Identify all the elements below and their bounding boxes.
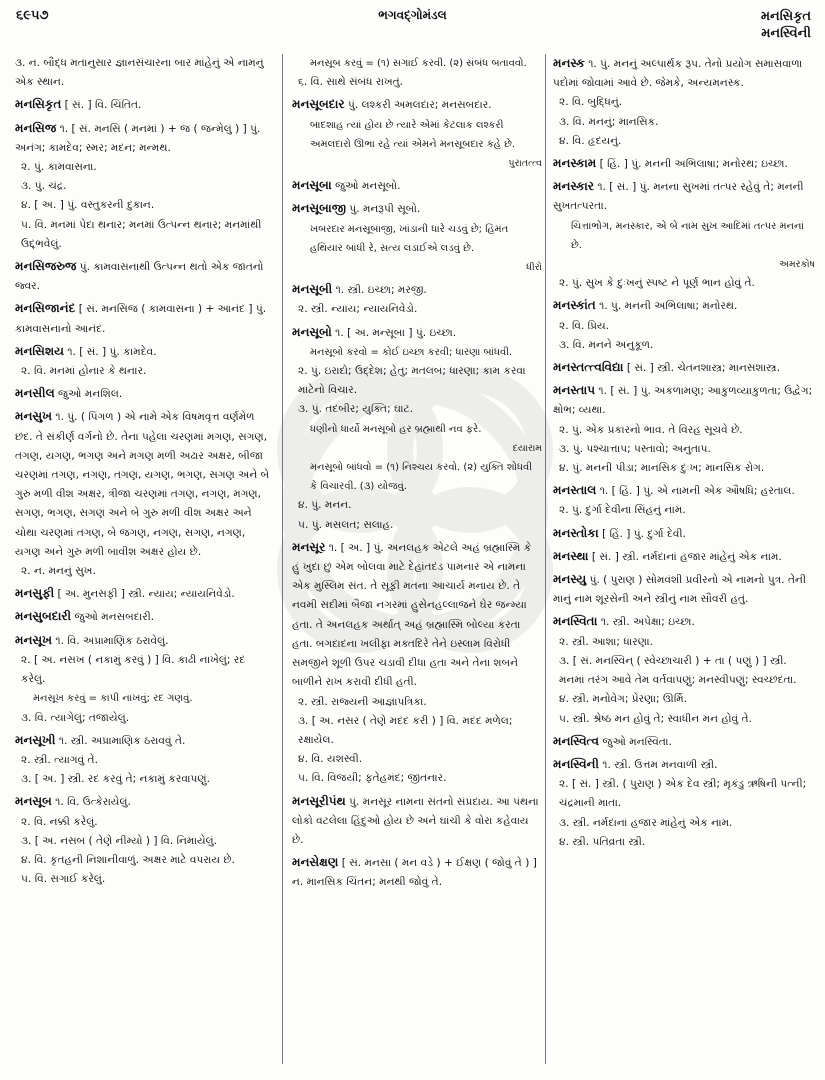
citation-source: અમરકોષ bbox=[778, 259, 815, 271]
definition-text: [ સં. ] સ્ત્રી. નર્મદાનાં હજાર માંહેનું એક નામ. bbox=[591, 550, 782, 563]
definition-text: ૨. પું. ઇરાદો; ઉદ્દેશ; હેતુ; મતલબ; ધારણા; કામ કરવા માટેનો વિચાર. bbox=[298, 365, 526, 397]
definition-text: ૪. પું. મનની પીડા; માનસિક દુઃખ; માનસિક રોગ. bbox=[559, 462, 765, 475]
definition-text: ૧. સ્ત્રી. અપ્રામાણિક ઠરાવવું તે. bbox=[58, 734, 186, 747]
guide-word-last: મનસ્વિની bbox=[761, 26, 811, 41]
definition-text: ૪. [ અ. ] પું. વસ્તુકરની દુકાન. bbox=[21, 199, 155, 212]
dictionary-entry bbox=[553, 547, 815, 567]
definition-text: ૨. [ સં. ] સ્ત્રી. ( પુરાણ ) એક દેવ સ્ત્રી; મૃકંડુ ઋષિની પત્ની; ચંદ્રમાની માતા. bbox=[559, 778, 807, 810]
definition-text: ૩. [ સં. મનસ્વિન્ ( સ્વેચ્છાચારી ) + તા ( પણું ) ] સ્ત્રી. મનમાં તરંગ આવે તેમ વર્તવાપણું; મનસ્વીપણું; સ્વચ્છંદતા. bbox=[559, 654, 797, 687]
guide-word-first: મનસિકૃત bbox=[760, 9, 811, 24]
dictionary-entry bbox=[292, 280, 542, 319]
definition-text: [ સં. મનસિજ ( કામવાસના ) + આનંદ ] પું. કામવાસનાનો આનંદ. bbox=[15, 303, 267, 335]
dictionary-entry bbox=[15, 631, 272, 728]
definition-text: ૩. પું. ચંદ્ર. bbox=[21, 180, 67, 193]
usage-example: ખબરદાર મનસૂબાજી, ખાંડાની ધારે ચડવું છે; હિંમત હથિયાર બાંધી રે, સત્ય લડાઈએ લડવું છે. bbox=[310, 223, 509, 254]
definition-text: ૩. વિ. ત્યાગેલું; તજાયેલું. bbox=[21, 711, 130, 724]
headword: મનસ્વિની bbox=[553, 756, 599, 771]
headword: મનસિશય bbox=[15, 343, 64, 358]
headword: મનસિજ bbox=[15, 120, 57, 135]
definition-text: જુઓ મનસૂબો. bbox=[335, 180, 401, 193]
definition-text: ૧. [ અ. ] પું. અનલહક એટલે અહં બ્રહ્માસ્મિ કે હું ખુદા છું એમ બોલવા માટે દેહાંતદંડ પામનાર એ નામના એક મુસ્લિમ સંત. તે સૂફી મતના આચાર્ય મનાય છે. તે નવમી સદીમાં બૈજા નગરમાં હુસેનહલ્લાજને ઘેર જન્મ્યા હતા. તે અનલહક અર્થાત્ અહં બ્રહ્માસ્મિ બોલ્યા કરતા હતા. બગદાદના ખલીફા મક્તદિરે તેને ઇસ્લામ વિરોધી સમજીને શૂળી ઉપર ચડાવી દીધા હતા અને તેના શબને બાળીને રાખ કરાવી દીધી હતી. bbox=[292, 541, 532, 689]
page-header bbox=[0, 0, 825, 52]
definition-text: [ સં. મનસા ( મન વડે ) + ઈક્ષણ ( જોવું તે ) ] ન. માનસિક ચિંતન; મનથી જોવું તે. bbox=[292, 857, 537, 889]
definition-text: ૧. પું. ( પિંગળ ) એ નામે એક વિષમવૃત્ત વર્ણમેળ છંદ. તે સંકીર્ણ વર્ગનો છે. તેના પહેલા ચરણમાં મગણ, સગણ, તગણ, યગણ, ભગણ અને મગણ મળી અઢાર અક્ષર, બીજા ચરણમાં તગણ, નગણ, તગણ, યગણ, ભગણ, સગણ અને બે ગુરુ મળી વીશ અક્ષર, ત્રીજા ચરણમાં તગણ, નગણ, મગણ, સગણ, ભગણ, સગણ અને બે ગુરુ મળી વીશ અક્ષર અને ચોથા ચરણમાં તગણ, બે જગણ, નગણ, સગણ, નગણ, યગણ અને ગુરુ મળી બાવીશ અક્ષર હોય છે. bbox=[15, 411, 270, 558]
definition-text: ૧. સ્ત્રી. ઉત્તમ મનવાળી સ્ત્રી. bbox=[602, 758, 718, 771]
headword: મનસ્કામ bbox=[553, 156, 597, 171]
definition-text: ૪. વિ. કૃતહની નિશાનીવાળું. અક્ષર માટે વપરાય છે. bbox=[21, 853, 235, 866]
definition-text: ૪. વિ. હૃદયનું. bbox=[559, 134, 622, 147]
definition-text: પું. લશ્કરી અમલદાર; મનસબદાર. bbox=[348, 99, 492, 112]
definition-text: ૨. સ્ત્રી. ન્યાય; ન્યાયનિવેડો. bbox=[298, 303, 418, 316]
definition-text: ૧. [ સં. ] પું. કામદેવ. bbox=[67, 345, 157, 358]
definition-text: ૬. વિ. સાથે સંબંધ રાખતું. bbox=[298, 76, 404, 89]
definition-text: ૩. વિ. મનનું; માનસિક. bbox=[559, 115, 659, 128]
headword: મનસિજરુજ bbox=[15, 259, 77, 274]
definition-text: પું. મનસૂર નામના સંતનો સંપ્રદાય. આ પંથના લોકો વટલેલા હિંદુઓ હોય છે અને ઘાંચી કે વોરા કહેવાય છે. bbox=[292, 795, 539, 846]
headword: મનસ્વિતા bbox=[553, 614, 598, 629]
definition-text: ૨. પું. સુખ કે દુઃખનું સ્પષ્ટ ને પૂર્ણ ભાન હોવું તે. bbox=[559, 277, 755, 290]
page-number: ૬૯૫૭ bbox=[16, 8, 49, 23]
headword: મનસૂર bbox=[292, 539, 326, 554]
dictionary-entry bbox=[15, 54, 272, 92]
dictionary-entry bbox=[15, 299, 272, 338]
definition-text: ૩. ન. બૌદ્ધ મતાનુસાર જ્ઞાનસંચારના બાર માંહેનું એ નામનું એક સ્થાન. bbox=[15, 57, 264, 89]
definition-text: ૧. [ હિં. ] પું. એ નામની એક ઔષધિ; હરતાલ. bbox=[599, 485, 795, 498]
definition-text: ૪. પું. મનન. bbox=[298, 499, 352, 512]
definition-text: ૧. પું. મનનું અલ્પાર્થક રૂપ. તેનો પ્રયોગ સમાસવાળા પદોમાં જોવામાં આવે છે. જેમકે, અન્યમનસ્ક. bbox=[553, 58, 803, 90]
definition-text: ૩. પું. પશ્ચાત્તાપ; પસ્તાવો; અનુતાપ. bbox=[559, 442, 711, 455]
citation-source: દયારામ bbox=[512, 442, 542, 454]
dictionary-entry bbox=[553, 358, 815, 378]
headword: મનસૂખી bbox=[15, 732, 56, 747]
dictionary-entry bbox=[15, 584, 272, 604]
dictionary-entry bbox=[553, 481, 815, 520]
headword: મનસૂરીપંથ bbox=[292, 793, 346, 808]
dictionary-entry bbox=[553, 570, 815, 609]
definition-text: ૨. વિ. મનમાં હોનાર કે થનાર. bbox=[21, 365, 147, 378]
definition-text: ૧. સ્ત્રી. અપેક્ષા; ઇચ્છા. bbox=[600, 616, 695, 629]
column-right bbox=[553, 54, 815, 855]
definition-text: ૨. પું. એક પ્રકારનો ભાવ. તે વિરહ સૂચવે છે. bbox=[559, 423, 743, 436]
definition-text: ૩. [ અ. ] સ્ત્રી. રદ કરવું તે; નકામું કરવાપણું. bbox=[21, 773, 210, 786]
definition-text: ૩. સ્ત્રી. નર્મદાનાં હજાર માંહેનું એક નામ. bbox=[559, 816, 733, 829]
dictionary-entry bbox=[15, 384, 272, 404]
definition-text: ૩. [ અ. નસબ ( તેણે નીમ્યો ) ] વિ. નિમાયેલું. bbox=[21, 834, 217, 847]
definition-text: ૫. સ્ત્રી. શ્રેષ્ઠ મન હોવું તે; સ્વાધીન મન હોવું તે. bbox=[559, 712, 752, 725]
headword: મનસ્તોકા bbox=[553, 525, 599, 540]
headword: મનસ્વિત્વ bbox=[553, 733, 600, 748]
dictionary-entry bbox=[553, 154, 815, 174]
usage-example: ચિત્તાભોગ, મનસ્કાર, એ બે નામ સુખ આદિમાં તત્પર મનનાં છે. bbox=[571, 220, 804, 251]
definition-text: ૧. [ સં. મનસિ ( મનમાં ) + જ ( જન્મેલું ) ] પું. અનંગ; કામદેવ; સ્મર; મદન; મન્મથ. bbox=[15, 122, 261, 154]
dictionary-entry bbox=[15, 342, 272, 381]
dictionary-entry bbox=[292, 792, 542, 851]
column-divider bbox=[545, 54, 546, 1064]
definition-text: પું. કામવાસનાથી ઉત્પન્ન થતો એક જાતનો જ્વર. bbox=[15, 261, 264, 293]
headword: મનસ્તત્ત્વવિદ્યા bbox=[553, 360, 624, 375]
definition-text: પું. મનરૂપી સૂબો. bbox=[349, 203, 421, 216]
usage-example: બાદશાહ ત્યાં હોય છે ત્યારે એમાં કેટલાક લશ્કરી અમલદારો ઊભા રહે ત્યાં એમને મનસૂબદાર કહે છે. bbox=[310, 119, 516, 150]
headword: મનસ્તાપ bbox=[553, 383, 596, 398]
headword: મનસ્ક bbox=[553, 56, 585, 70]
definition-text: [ હિં. ] પું. દુર્ગા દેવી. bbox=[602, 527, 686, 540]
headword: મનસ્યુ bbox=[553, 572, 587, 587]
definition-text: ૧. વિ. અપ્રામાણિક ઠરાવેલું. bbox=[55, 634, 169, 647]
definition-text: ૪. વિ. યશસ્વી. bbox=[298, 753, 363, 766]
usage-example: મનસૂબો બાંધવો = (૧) નિશ્ચય કરવો. (૨) યુક્તિ શોધવી કે વિચારવી. (૩) યોજવું. bbox=[310, 462, 533, 493]
dictionary-entry bbox=[553, 755, 815, 852]
dictionary-entry bbox=[292, 176, 542, 196]
dictionary-entry bbox=[15, 407, 272, 581]
dictionary-entry bbox=[553, 524, 815, 544]
definition-text: ૩. [ અ. નસર ( તેણે મદદ કરી ) ] વિ. મદદ મળેલ; રક્ષાયેલ. bbox=[298, 714, 513, 746]
headword: મનસીલ bbox=[15, 386, 55, 401]
headword: મનસૂબી bbox=[292, 282, 333, 297]
headword: મનસિકૃત bbox=[15, 97, 62, 112]
definition-text: ૨. સ્ત્રી. રાજ્યની આજ્ઞાપત્રિકા. bbox=[298, 695, 427, 708]
dictionary-entry bbox=[292, 323, 542, 535]
column-middle bbox=[292, 54, 542, 896]
headword: મનસુબદારી bbox=[15, 609, 72, 624]
running-title: ભગવદ્ગોમંડલ bbox=[378, 8, 447, 22]
headword: મનસૂબો bbox=[292, 324, 332, 339]
dictionary-entry bbox=[292, 54, 542, 92]
citation-source: પુરાતત્ત્વ bbox=[508, 158, 542, 170]
headword: મનસૂબાજી bbox=[292, 201, 346, 216]
dictionary-entry bbox=[292, 95, 542, 173]
headword: મનસેક્ષણ bbox=[292, 855, 339, 870]
definition-text: ૫. પું. મસલત; સલાહ. bbox=[298, 518, 394, 531]
headword: મનસૂખ bbox=[15, 632, 52, 647]
definition-text: [ હિં. ] પું. મનની અભિલાષા; મનોરથ; ઇચ્છા. bbox=[599, 158, 788, 171]
definition-text: ૨. સ્ત્રી. આશા; ધારણા. bbox=[559, 635, 653, 648]
definition-text: ૧. [ અ. મન્સૂબા ] પું. ઇચ્છા. bbox=[335, 326, 457, 339]
definition-text: ૧. સ્ત્રી. ઇચ્છા; મરજી. bbox=[335, 284, 427, 297]
definition-text: ૨. ન. મનનું સુખ. bbox=[21, 565, 96, 578]
headword: મનસ્થા bbox=[553, 548, 589, 563]
dictionary-entry bbox=[15, 731, 272, 790]
headword: મનસુખ bbox=[15, 409, 52, 424]
dictionary-entry bbox=[15, 95, 272, 115]
definition-text: પું. ( પુરાણ ) સોમવંશી પ્રવીરનો એ નામનો પુત્ર. તેની માનું નામ શૂરસેની અને સ્ત્રીનું નામ સૌવરી હતું. bbox=[553, 574, 806, 606]
definition-text: જુઓ મનસબદારી. bbox=[74, 611, 155, 624]
citation-source: ધીરો bbox=[526, 262, 542, 274]
headword: મનસૂબદાર bbox=[292, 97, 345, 112]
definition-text: જુઓ મનસ્વિતા. bbox=[602, 735, 672, 748]
usage-example: મનસૂબો કરવો = કોઈ ઇચ્છા કરવી; ધારણા બાંધવી. bbox=[310, 346, 513, 358]
dictionary-entry bbox=[553, 381, 815, 478]
dictionary-entry bbox=[15, 792, 272, 889]
usage-example: મનસૂબ કરવું = (૧) સગાઈ કરવી. (૨) સંબંધ બતાવવો. bbox=[310, 58, 527, 69]
dictionary-entry bbox=[15, 119, 272, 254]
definition-text: ૨. વિ. બુદ્ધિનું. bbox=[559, 96, 623, 109]
usage-example: ધણીનો ધાર્યો મનસૂબો હર બ્રહ્માથી નવ ફરે. bbox=[310, 423, 482, 435]
definition-text: ૫. વિ. મનમાં પેદા થનાર; મનમાં ઉત્પન્ન થનાર; મનમાંથી ઉદ્દ્ભવેલું. bbox=[21, 218, 262, 250]
definition-text: ૨. પું. કામવાસના. bbox=[21, 161, 97, 174]
definition-text: ૫. વિ. સગાઈ કરેલું. bbox=[21, 873, 106, 886]
definition-text: ૩. વિ. મનને અનુકૂળ. bbox=[559, 338, 654, 351]
definition-text: ૩. પું. તદબીર; યુક્તિ; ઘાટ. bbox=[298, 403, 414, 416]
definition-text: ૨. સ્ત્રી. ત્યાગવું તે. bbox=[21, 753, 98, 766]
headword: મનસ્કાર bbox=[553, 179, 594, 194]
definition-text: ૧. વિ. ઉત્કેરાયેલું. bbox=[55, 796, 131, 809]
definition-text: ૧. [ સં. ] પું. અકળામણ; આકુળવ્યાકુળતા; ઉદ્વેગ; ક્ષોભ; વ્યથા. bbox=[553, 385, 813, 417]
definition-text: ૫. વિ. વિજયી; ફતેહમંદ; જીતનાર. bbox=[298, 772, 447, 785]
column-left bbox=[15, 54, 272, 892]
headword: મનસ્કાંત bbox=[553, 298, 596, 313]
definition-text: જુઓ મનશિલ. bbox=[58, 388, 123, 401]
headword: મનસૂબ bbox=[15, 794, 52, 809]
definition-text: [ સં. ] સ્ત્રી. ચેતનશાસ્ત્ર; માનસશાસ્ત્ર. bbox=[626, 362, 780, 375]
dictionary-entry bbox=[553, 54, 815, 151]
definition-text: ૨. પું. દુર્ગા દેવીના સિંહનું નામ. bbox=[559, 504, 686, 517]
definition-text: ૪. સ્ત્રી. પતિવ્રતા સ્ત્રી. bbox=[559, 835, 646, 848]
headword: મનસ્તાલ bbox=[553, 483, 597, 498]
dictionary-entry bbox=[553, 296, 815, 355]
headword: મનસૂબા bbox=[292, 178, 332, 193]
definition-text: [ સં. ] વિ. ચિંતિત. bbox=[64, 99, 142, 112]
dictionary-entry bbox=[292, 199, 542, 277]
dictionary-entry bbox=[553, 612, 815, 728]
dictionary-entry bbox=[292, 538, 542, 789]
definition-text: ૧. પું. મનની અભિલાષા; મનોરથ. bbox=[599, 300, 738, 313]
dictionary-entry bbox=[15, 257, 272, 296]
usage-example: મનસૂખ કરવું = કાપી નાખવું; રદ ગણવું. bbox=[33, 693, 193, 705]
headword: મનસુફી bbox=[15, 586, 55, 601]
dictionary-entry bbox=[553, 177, 815, 293]
guide-words bbox=[761, 8, 811, 42]
column-divider bbox=[282, 54, 283, 1064]
dictionary-entry bbox=[553, 732, 815, 752]
definition-text: ૨. વિ. નક્કી કરેલું. bbox=[21, 815, 98, 828]
dictionary-entry bbox=[292, 853, 542, 892]
definition-text: ૨. [ અ. નસખ ( નકામું કરવું ) ] વિ. કાઢી નાખેલું; રદ કરેલું. bbox=[21, 653, 246, 686]
definition-text: ૧. [ સં. ] પું. મનના સુખમાં તત્પર રહેવું તે; મનની સુખતત્પરતા. bbox=[553, 181, 804, 213]
dictionary-entry bbox=[15, 607, 272, 627]
definition-text: [ અ. મુનસફી ] સ્ત્રી. ન્યાય; ન્યાયનિવેડો. bbox=[57, 588, 235, 601]
definition-text: ૪. સ્ત્રી. મનોવેગ; પ્રેરણા; ઊર્મિ. bbox=[559, 693, 688, 706]
definition-text: ૨. વિ. પ્રિય. bbox=[559, 319, 609, 332]
headword: મનસિજાનંદ bbox=[15, 301, 76, 316]
